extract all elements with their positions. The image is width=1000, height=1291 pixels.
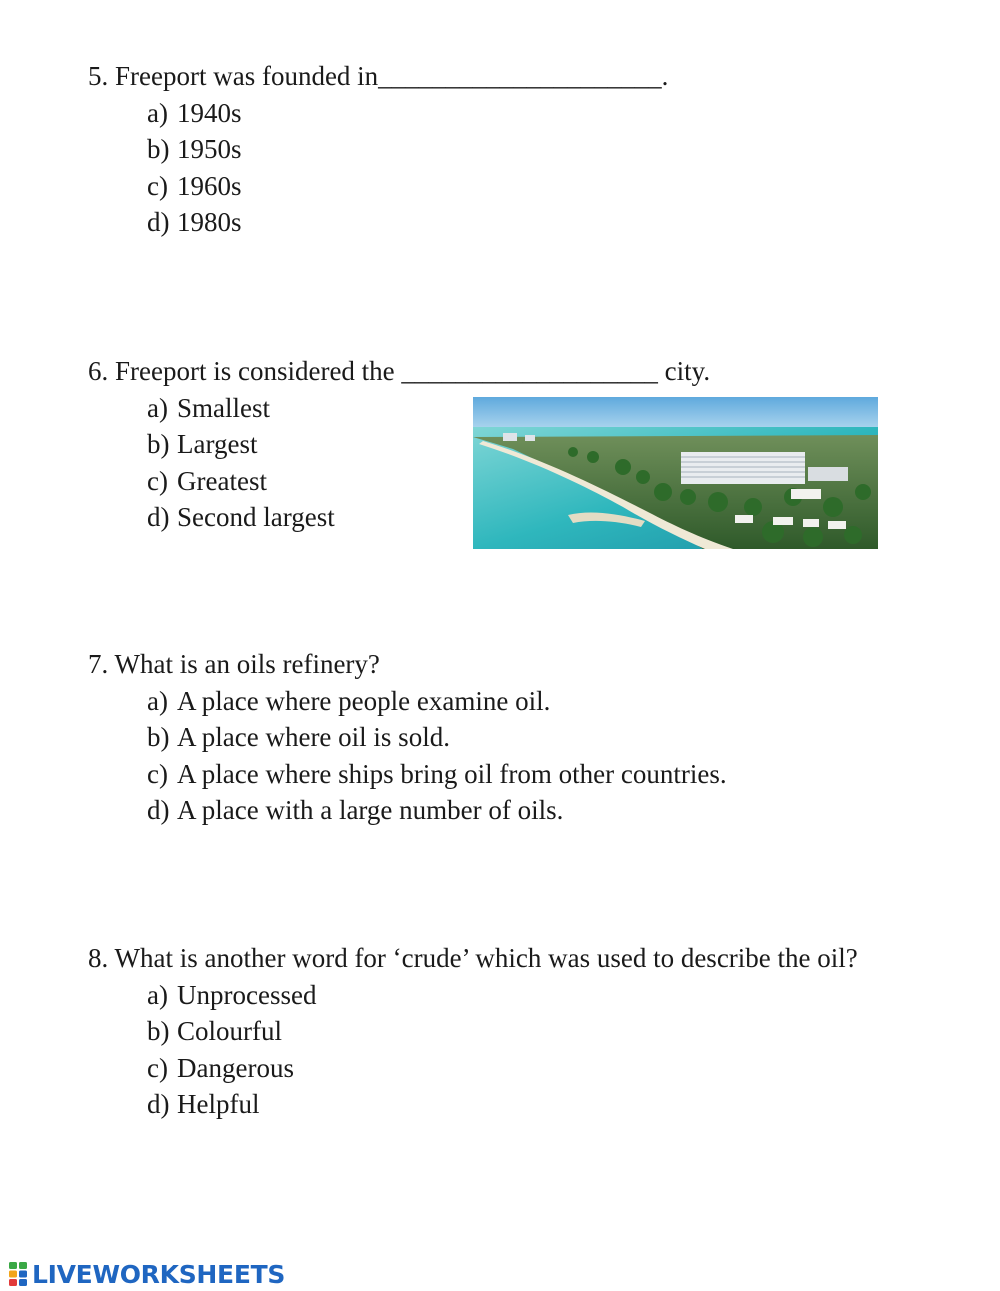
option-letter: a) [147,685,168,716]
option-letter: b) [147,134,170,165]
question-stem: 8. What is another word for ‘crude’ which was used to describe the oil? [88,943,858,973]
question-stem: 7. What is an oils refinery? [88,649,380,679]
option-letter: a) [147,979,168,1010]
option-text: Colourful [177,1016,282,1047]
option-text: A place where oil is sold. [177,722,450,753]
freeport-beach-photo [473,397,878,549]
option-b[interactable] [147,131,668,168]
option-b[interactable] [147,1013,858,1050]
option-c[interactable] [147,1050,858,1087]
liveworksheets-logo[interactable] [8,1259,285,1289]
option-text: Second largest [177,502,335,533]
option-letter: b) [147,1016,170,1047]
option-d[interactable] [147,1086,858,1123]
options-list [88,977,858,1123]
options-list [88,95,668,241]
option-letter: b) [147,722,170,753]
option-a[interactable] [147,683,727,720]
option-letter: c) [147,1052,168,1083]
liveworksheets-logo-icon [8,1261,28,1287]
option-c[interactable] [147,756,727,793]
option-text: A place where ships bring oil from other countries. [177,758,727,789]
option-text: Unprocessed [177,979,317,1010]
option-letter: c) [147,758,168,789]
option-text: Smallest [177,392,270,423]
option-d[interactable] [147,792,727,829]
option-letter: b) [147,429,170,460]
option-d[interactable] [147,204,668,241]
question-5 [88,58,668,241]
option-letter: d) [147,207,170,238]
question-7 [88,646,727,829]
question-stem: 5. Freeport was founded in_____________________. [88,61,669,91]
option-letter: a) [147,392,168,423]
option-c[interactable] [147,168,668,205]
option-letter: d) [147,1089,170,1120]
option-letter: c) [147,465,168,496]
question-8 [88,940,858,1123]
option-text: A place where people examine oil. [177,685,551,716]
option-text: 1940s [177,97,242,128]
option-text: Helpful [177,1089,260,1120]
option-text: Greatest [177,465,267,496]
option-text: Largest [177,429,258,460]
option-letter: c) [147,170,168,201]
option-text: 1980s [177,207,242,238]
question-stem: 6. Freeport is considered the ___________________ city. [88,356,711,386]
option-text: A place with a large number of oils. [177,795,564,826]
option-text: 1950s [177,134,242,165]
option-a[interactable] [147,95,668,132]
option-letter: d) [147,502,170,533]
option-letter: d) [147,795,170,826]
option-b[interactable] [147,719,727,756]
option-a[interactable] [147,977,858,1014]
option-letter: a) [147,97,168,128]
liveworksheets-logo-text: LIVEWORKSHEETS [32,1259,286,1289]
option-text: 1960s [177,170,242,201]
option-text: Dangerous [177,1052,294,1083]
options-list [88,683,727,829]
